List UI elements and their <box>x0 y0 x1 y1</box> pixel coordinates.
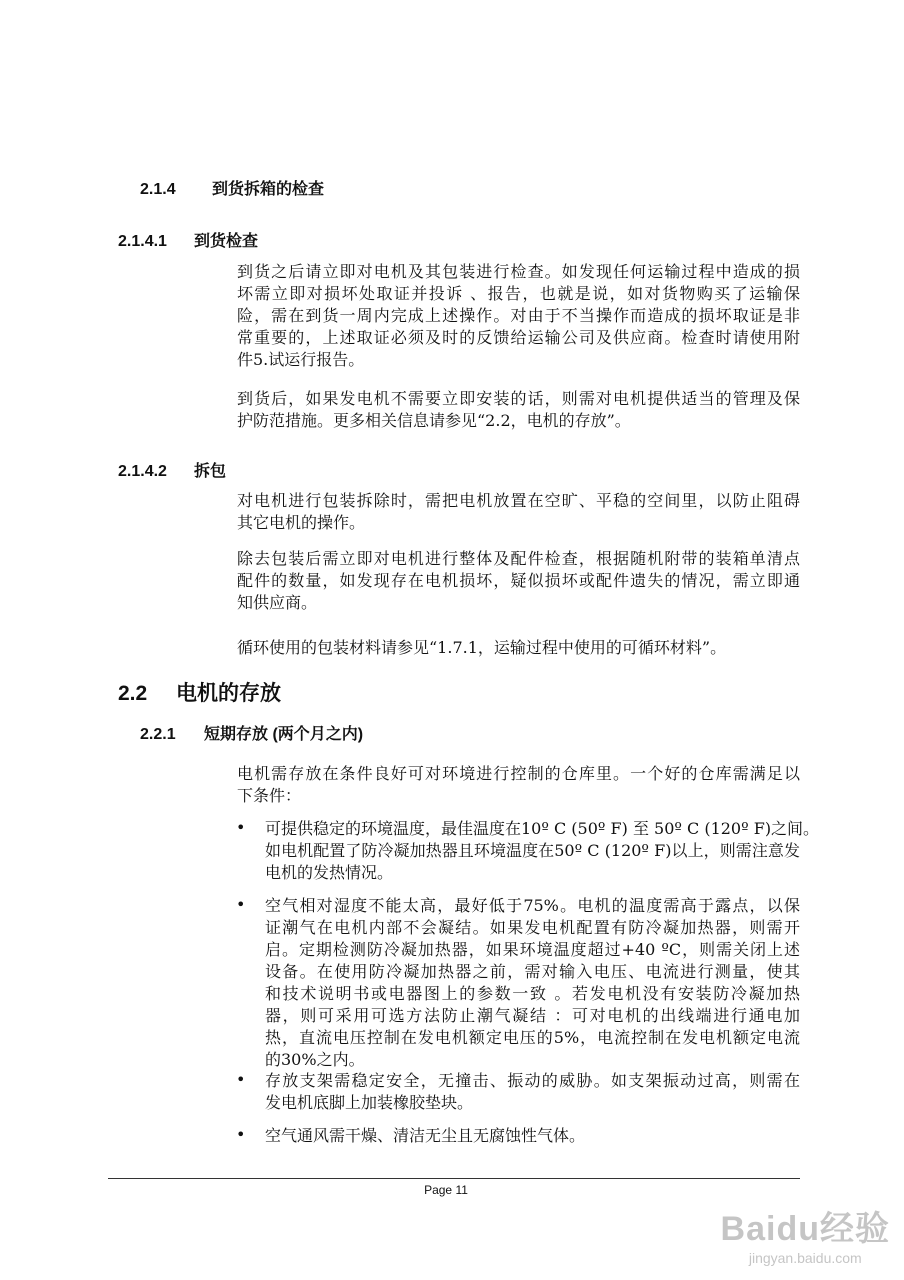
paragraph-line: 热，直流电压控制在发电机额定电压的5%，电流控制在发电机额定电流 <box>265 1028 800 1047</box>
paragraph-line: 下条件： <box>237 786 302 805</box>
section-number: 2.2.1 <box>140 726 176 743</box>
paragraph-line: 可提供稳定的环境温度，最佳温度在10º C (50º F) 至 50º C (120º F)之间。 <box>265 819 820 838</box>
paragraph-line: 循环使用的包装材料请参见“1.7.1，运输过程中使用的可循环材料”。 <box>237 638 727 657</box>
paragraph-line: 设备。在使用防冷凝加热器之前，需对输入电压、电流进行测量，使其 <box>265 962 800 981</box>
paragraph-line: 到货后，如果发电机不需要立即安装的话，则需对电机提供适当的管理及保 <box>237 389 800 408</box>
watermark-url: jingyan.baidu.com <box>748 1250 862 1266</box>
paragraph-line: 器，则可采用可选方法防止潮气凝结 ：可对电机的出线端进行通电加 <box>265 1006 800 1025</box>
paragraph-line: 护防范措施。更多相关信息请参见“2.2，电机的存放”。 <box>237 411 631 430</box>
paragraph-line: 险，需在到货一周内完成上述操作。对由于不当操作而造成的损坏取证是非 <box>237 306 800 325</box>
section-title: 到货拆箱的检查 <box>212 181 325 198</box>
heading-2-2 <box>118 677 281 707</box>
paragraph-line: 如电机配置了防冷凝加热器且环境温度在50º C (120º F)以上，则需注意发 <box>265 841 800 860</box>
section-title: 拆包 <box>194 463 227 480</box>
heading-2-1-4 <box>140 176 324 199</box>
paragraph-line: 到货之后请立即对电机及其包装进行检查。如发现任何运输过程中造成的损 <box>237 262 800 281</box>
paragraph-line: 除去包装后需立即对电机进行整体及配件检查，根据随机附带的装箱单清点 <box>237 549 800 568</box>
bullet-icon: • <box>236 818 246 837</box>
heading-2-1-4-2 <box>118 458 226 481</box>
paragraph-line: 电机需存放在条件良好可对环境进行控制的仓库里。一个好的仓库需满足以 <box>237 764 800 783</box>
bullet-icon: • <box>236 1070 246 1089</box>
paragraph-line: 坏需立即对损坏处取证并投诉 、报告，也就是说，如对货物购买了运输保 <box>237 284 800 303</box>
paragraph-line: 空气通风需干燥、清洁无尘且无腐蚀性气体。 <box>265 1126 586 1145</box>
section-title: 电机的存放 <box>176 682 281 705</box>
paragraph-line: 知供应商。 <box>237 593 318 612</box>
heading-2-2-1 <box>140 721 363 744</box>
baidu-watermark-logo <box>721 1201 890 1266</box>
paragraph-line: 件5.试运行报告。 <box>237 350 365 369</box>
bullet-icon: • <box>236 895 246 914</box>
paragraph-line: 空气相对湿度不能太高，最好低于75%。电机的温度需高于露点，以保 <box>265 896 800 915</box>
paragraph-line: 存放支架需稳定安全，无撞击、振动的威胁。如支架振动过高，则需在 <box>265 1071 800 1090</box>
paragraph-line: 其它电机的操作。 <box>237 513 366 532</box>
paragraph-line: 启。定期检测防冷凝加热器，如果环境温度超过+40 ºC，则需关闭上述 <box>265 940 800 959</box>
paragraph-line: 证潮气在电机内部不会凝结。如果发电机配置有防冷凝加热器，则需开 <box>265 918 800 937</box>
paragraph-line: 发电机底脚上加装橡胶垫块。 <box>265 1093 474 1112</box>
section-number: 2.1.4.1 <box>118 233 167 250</box>
page-number: Page 11 <box>424 1183 468 1197</box>
section-title: 短期存放 (两个月之内) <box>204 726 364 743</box>
footer-divider <box>108 1178 800 1179</box>
heading-2-1-4-1 <box>118 228 258 251</box>
paragraph-line: 常重要的，上述取证必须及时的反馈给运输公司及供应商。检查时请使用附 <box>237 328 800 347</box>
section-number: 2.2 <box>118 682 148 705</box>
paragraph-line: 电机的发热情况。 <box>265 863 394 882</box>
section-number: 2.1.4.2 <box>118 463 167 480</box>
paragraph-line: 的30%之内。 <box>265 1050 365 1069</box>
paragraph-line: 和技术说明书或电器图上的参数一致 。若发电机没有安装防冷凝加热 <box>265 984 800 1003</box>
bullet-icon: • <box>236 1125 246 1144</box>
paragraph-line: 配件的数量，如发现存在电机损坏，疑似损坏或配件遗失的情况，需立即通 <box>237 571 800 590</box>
section-title: 到货检查 <box>194 233 259 250</box>
paragraph-line: 对电机进行包装拆除时，需把电机放置在空旷、平稳的空间里，以防止阻碍 <box>237 491 800 510</box>
watermark-brand: Baidu经验 <box>720 1210 890 1248</box>
section-number: 2.1.4 <box>140 181 176 198</box>
